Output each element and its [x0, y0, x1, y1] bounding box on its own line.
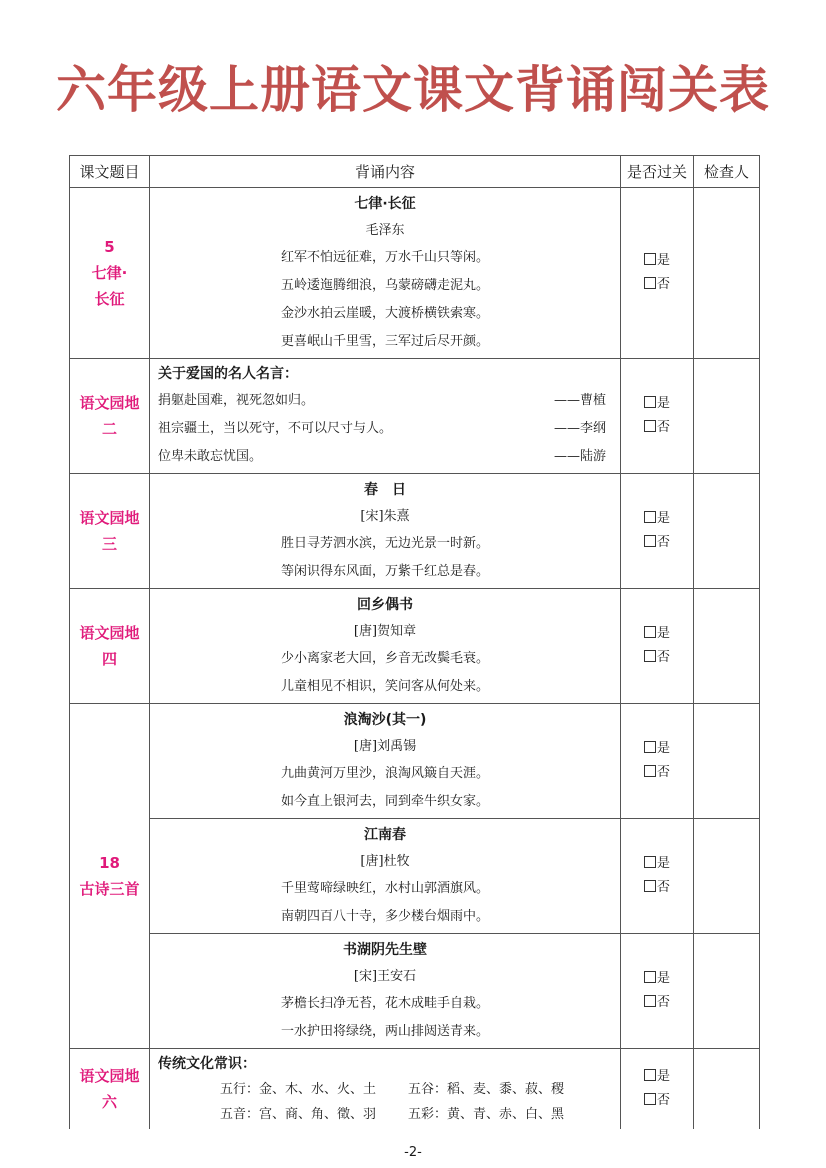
section-heading: 关于爱国的名人名言：: [158, 366, 298, 382]
table-row: [70, 1049, 760, 1130]
pass-no-checkbox[interactable]: 否: [621, 646, 693, 670]
table-header-row: [70, 156, 760, 188]
pass-yes-checkbox[interactable]: 是: [621, 1065, 693, 1089]
pass-no-checkbox[interactable]: 否: [621, 991, 693, 1015]
content-cell: [150, 1049, 621, 1130]
checker-cell[interactable]: [694, 934, 760, 1049]
poem-line: 九曲黄河万里沙，浪淘风簸自天涯。: [280, 766, 489, 781]
header-pass: 是否过关: [621, 156, 694, 188]
poem-title: 春 日: [364, 482, 406, 498]
pass-cell: [621, 1049, 694, 1130]
pass-no-checkbox[interactable]: 否: [621, 876, 693, 900]
pass-no-checkbox[interactable]: 否: [621, 416, 693, 440]
pass-cell: [621, 704, 694, 819]
header-content: 背诵内容: [150, 156, 621, 188]
content-cell: [150, 359, 621, 474]
checker-cell[interactable]: [694, 819, 760, 934]
pass-yes-checkbox[interactable]: 是: [621, 967, 693, 991]
poem-line: 更喜岷山千里雪，三军过后尽开颜。: [280, 334, 489, 349]
lesson-cell: 语文园地 三: [70, 474, 150, 589]
pass-cell: [621, 474, 694, 589]
page-number: -2-: [404, 1145, 422, 1160]
pass-no-checkbox[interactable]: 否: [621, 761, 693, 785]
pass-yes-checkbox[interactable]: 是: [621, 392, 693, 416]
content-cell: [150, 819, 621, 934]
table-row: [70, 474, 760, 589]
poem-author: [唐]贺知章: [353, 624, 417, 639]
poem-line: 胜日寻芳泗水滨，无边光景一时新。: [280, 536, 489, 551]
poem-line: 如今直上银河去，同到牵牛织女家。: [280, 794, 489, 809]
poem-title: 回乡偶书: [357, 597, 413, 613]
table-row: [70, 934, 760, 1049]
poem-line: 等闲识得东风面，万紫千红总是春。: [280, 564, 489, 579]
lesson-cell: 语文园地 二: [70, 359, 150, 474]
poem-line: 南朝四百八十寺，多少楼台烟雨中。: [280, 909, 489, 924]
quote-row: 位卑未敢忘忧国。 ——陆游: [158, 449, 606, 464]
pass-yes-checkbox[interactable]: 是: [621, 249, 693, 273]
poem-line: 红军不怕远征难，万水千山只等闲。: [280, 250, 489, 265]
poem-line: 五岭逶迤腾细浪，乌蒙磅礴走泥丸。: [280, 278, 489, 293]
content-cell: [150, 934, 621, 1049]
checker-cell[interactable]: [694, 1049, 760, 1130]
table-row: [70, 589, 760, 704]
lesson-cell: 5 七律· 长征: [70, 188, 150, 359]
pass-yes-checkbox[interactable]: 是: [621, 507, 693, 531]
culture-row: 五行：金、木、水、火、土 五谷：稻、麦、黍、菽、稷: [220, 1082, 565, 1097]
poem-line: 金沙水拍云崖暖，大渡桥横铁索寒。: [280, 306, 489, 321]
table-row: [70, 704, 760, 819]
content-cell: [150, 188, 621, 359]
pass-cell: [621, 934, 694, 1049]
checker-cell[interactable]: [694, 704, 760, 819]
content-cell: [150, 589, 621, 704]
header-lesson: 课文题目: [70, 156, 150, 188]
poem-title: 江南春: [364, 827, 406, 843]
table-row: [70, 819, 760, 934]
pass-yes-checkbox[interactable]: 是: [621, 737, 693, 761]
pass-no-checkbox[interactable]: 否: [621, 531, 693, 555]
page-title: 六年级上册语文课文背诵闯关表: [56, 61, 770, 119]
poem-line: 茅檐长扫净无苔，花木成畦手自栽。: [280, 996, 489, 1011]
checker-cell[interactable]: [694, 589, 760, 704]
checker-cell[interactable]: [694, 474, 760, 589]
pass-cell: [621, 188, 694, 359]
pass-yes-checkbox[interactable]: 是: [621, 852, 693, 876]
poem-author: [唐]杜牧: [360, 854, 410, 869]
poem-line: 儿童相见不相识，笑问客从何处来。: [280, 679, 489, 694]
poem-author: [宋]朱熹: [360, 509, 410, 524]
poem-title: 书湖阴先生壁: [343, 942, 427, 958]
pass-cell: [621, 819, 694, 934]
pass-cell: [621, 359, 694, 474]
content-cell: [150, 474, 621, 589]
pass-yes-checkbox[interactable]: 是: [621, 622, 693, 646]
poem-line: 一水护田将绿绕，两山排闼送青来。: [280, 1024, 489, 1039]
poem-title: 七律·长征: [354, 196, 416, 212]
pass-cell: [621, 589, 694, 704]
poem-author: [唐]刘禹锡: [353, 739, 417, 754]
content-cell: [150, 704, 621, 819]
checker-cell[interactable]: [694, 188, 760, 359]
poem-author: 毛泽东: [365, 223, 405, 238]
lesson-cell: 18 古诗三首: [70, 704, 150, 1049]
quote-row: 祖宗疆土，当以死守，不可以尺寸与人。 ——李纲: [158, 421, 606, 436]
pass-no-checkbox[interactable]: 否: [621, 273, 693, 297]
poem-line: 少小离家老大回，乡音无改鬓毛衰。: [280, 651, 489, 666]
lesson-cell: 语文园地 四: [70, 589, 150, 704]
header-checker: 检查人: [694, 156, 760, 188]
poem-title: 浪淘沙(其一): [343, 712, 427, 728]
culture-row: 五音：宫、商、角、徵、羽 五彩：黄、青、赤、白、黑: [220, 1107, 565, 1122]
quote-row: 捐躯赴国难，视死忽如归。 ——曹植: [158, 393, 606, 408]
table-row: [70, 359, 760, 474]
lesson-cell: 语文园地 六: [70, 1049, 150, 1130]
poem-line: 千里莺啼绿映红，水村山郭酒旗风。: [280, 881, 489, 896]
recitation-table: [69, 155, 760, 1129]
section-heading: 传统文化常识：: [158, 1056, 256, 1072]
poem-author: [宋]王安石: [353, 969, 417, 984]
table-row: [70, 188, 760, 359]
checker-cell[interactable]: [694, 359, 760, 474]
pass-no-checkbox[interactable]: 否: [621, 1089, 693, 1113]
